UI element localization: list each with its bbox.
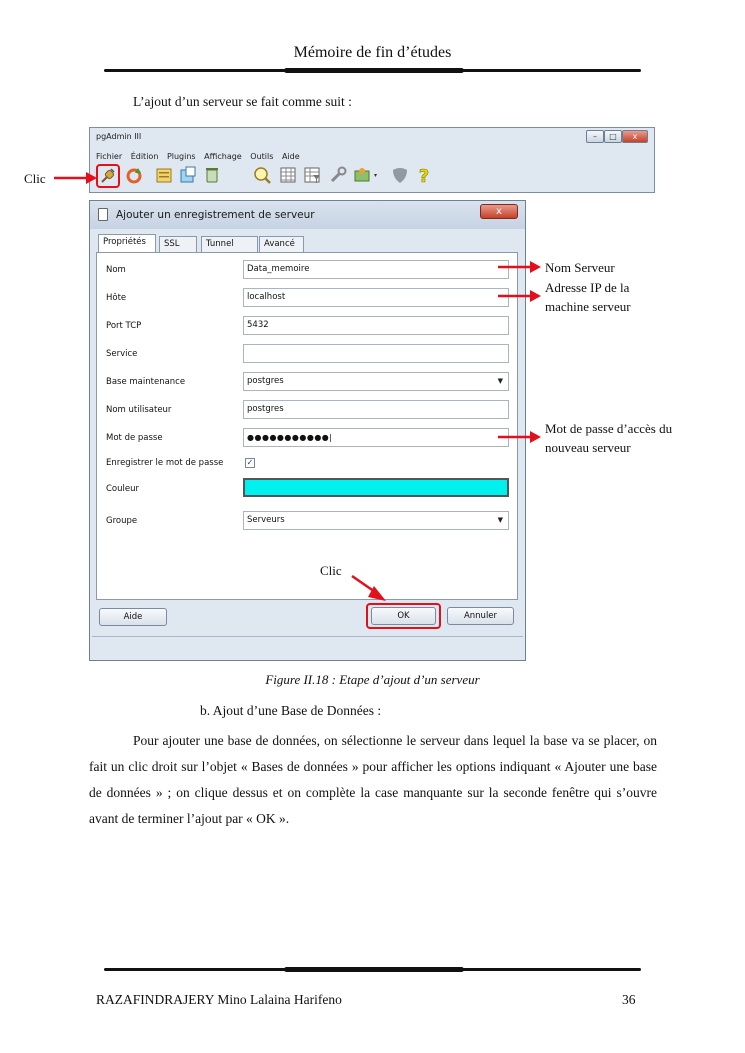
pgadmin-window-title: pgAdmin III	[96, 132, 142, 141]
maximize-icon[interactable]: □	[604, 130, 622, 143]
label-nom-utilisateur: Nom utilisateur	[106, 405, 172, 415]
label-nom: Nom	[106, 265, 126, 275]
tab-avance[interactable]: Avancé	[259, 236, 304, 252]
sql-query-icon[interactable]	[252, 165, 272, 187]
pgadmin-window	[89, 127, 655, 193]
clic-ok-label: Clic	[320, 563, 342, 578]
base-maintenance-select[interactable]	[243, 372, 509, 391]
label-hote: Hôte	[106, 293, 127, 303]
maintenance-icon[interactable]	[328, 165, 348, 187]
nom-input[interactable]: Data_memoire	[243, 260, 509, 279]
groupe-value: Serveurs	[247, 515, 285, 525]
menu-plugins[interactable]: Plugins	[166, 152, 196, 161]
tab-proprietes[interactable]: Propriétés	[98, 234, 156, 253]
refresh-icon[interactable]	[124, 165, 144, 187]
view-data-icon[interactable]	[278, 165, 298, 187]
connect-plug-icon[interactable]	[96, 164, 120, 188]
help-button[interactable]: Aide	[99, 608, 167, 626]
body-paragraph	[89, 728, 657, 832]
tab-ssl[interactable]: SSL	[159, 236, 197, 252]
dialog-title: Ajouter un enregistrement de serveur	[116, 209, 315, 221]
arrow-right-icon	[498, 259, 542, 275]
mot-de-passe-note: Mot de passe d’accès du nouveau serveur	[545, 421, 673, 455]
guru-icon[interactable]	[390, 165, 410, 187]
label-groupe: Groupe	[106, 516, 138, 526]
drop-object-icon[interactable]	[202, 165, 222, 187]
intro-text: L’ajout d’un serveur se fait comme suit :	[133, 94, 352, 109]
new-object-icon[interactable]	[178, 165, 198, 187]
color-picker[interactable]	[243, 478, 509, 497]
properties-panel	[96, 252, 518, 600]
menu-bar	[96, 152, 306, 161]
menu-outils[interactable]: Outils	[250, 152, 274, 161]
chevron-down-icon: ▼	[497, 516, 503, 524]
base-maintenance-value: postgres	[247, 376, 284, 386]
help-icon[interactable]	[414, 165, 434, 187]
status-bar-divider	[92, 636, 523, 637]
properties-icon[interactable]	[154, 165, 174, 187]
groupe-select[interactable]	[243, 511, 509, 530]
chevron-down-icon: ▼	[497, 377, 503, 385]
label-service: Service	[106, 349, 138, 359]
document-icon	[98, 208, 108, 221]
figure-caption: Figure II.18 : Etape d’ajout d’un serveur	[265, 672, 480, 687]
password-input[interactable]	[243, 428, 509, 447]
clic-toolbar-label: Clic	[24, 171, 46, 186]
dialog-close-button[interactable]: x	[480, 204, 518, 219]
ok-button[interactable]: OK	[371, 607, 436, 625]
checkmark-icon: ✓	[246, 458, 254, 467]
arrow-right-icon	[54, 170, 98, 186]
filtered-data-icon[interactable]	[302, 165, 322, 187]
menu-fichier[interactable]: Fichier	[96, 152, 123, 161]
label-save-password: Enregistrer le mot de passe	[106, 458, 224, 468]
tab-tunnel-ssh[interactable]: Tunnel	[201, 236, 258, 252]
page-number: 36	[622, 992, 636, 1007]
minimize-icon[interactable]: –	[586, 130, 604, 143]
save-password-checkbox[interactable]	[245, 458, 255, 468]
footer-divider	[104, 968, 641, 971]
section-subheading: b. Ajout d’une Base de Données :	[200, 703, 382, 718]
adresse-ip-note: Adresse IP de la machine serveur	[545, 280, 631, 314]
svg-text:?: ?	[418, 166, 430, 185]
label-mot-de-passe: Mot de passe	[106, 433, 163, 443]
arrow-right-icon	[498, 288, 542, 304]
menu-aide[interactable]: Aide	[281, 152, 300, 161]
label-port: Port TCP	[106, 321, 142, 331]
label-couleur: Couleur	[106, 484, 139, 494]
nom-serveur-note: Nom Serveur	[545, 260, 615, 275]
text-cursor: |	[329, 433, 333, 442]
username-input[interactable]: postgres	[243, 400, 509, 419]
service-input[interactable]	[243, 344, 509, 363]
paragraph-text: Pour ajouter une base de données, on sélectionne le serveur dans lequel la base va se placer, on fait un clic droit sur l’objet « Bases de données » pour afficher les options indiquant « Ajouter une base de données » ; on clique dessus et on complète la case manquante sur la seconde fenêtre qui s’ouvre avant de terminer l’ajout par « OK ».	[89, 733, 657, 826]
menu-edition[interactable]: Édition	[130, 152, 159, 161]
header-divider	[104, 69, 641, 72]
close-icon[interactable]: x	[622, 130, 648, 143]
cancel-button[interactable]: Annuler	[447, 607, 514, 625]
arrow-down-right-icon	[350, 572, 390, 604]
page-header-title: Mémoire de fin d’études	[293, 44, 452, 61]
port-input[interactable]: 5432	[243, 316, 509, 335]
footer-author: RAZAFINDRAJERY Mino Lalaina Harifeno	[96, 992, 342, 1007]
window-controls	[586, 130, 648, 143]
arrow-right-icon	[498, 429, 542, 445]
toolbar	[94, 164, 650, 190]
label-base-maintenance: Base maintenance	[106, 377, 186, 387]
plugins-icon[interactable]	[352, 165, 382, 187]
add-server-dialog	[89, 200, 526, 661]
password-mask: ●●●●●●●●●●●	[247, 433, 330, 442]
hote-input[interactable]: localhost	[243, 288, 509, 307]
menu-affichage[interactable]: Affichage	[204, 152, 242, 161]
